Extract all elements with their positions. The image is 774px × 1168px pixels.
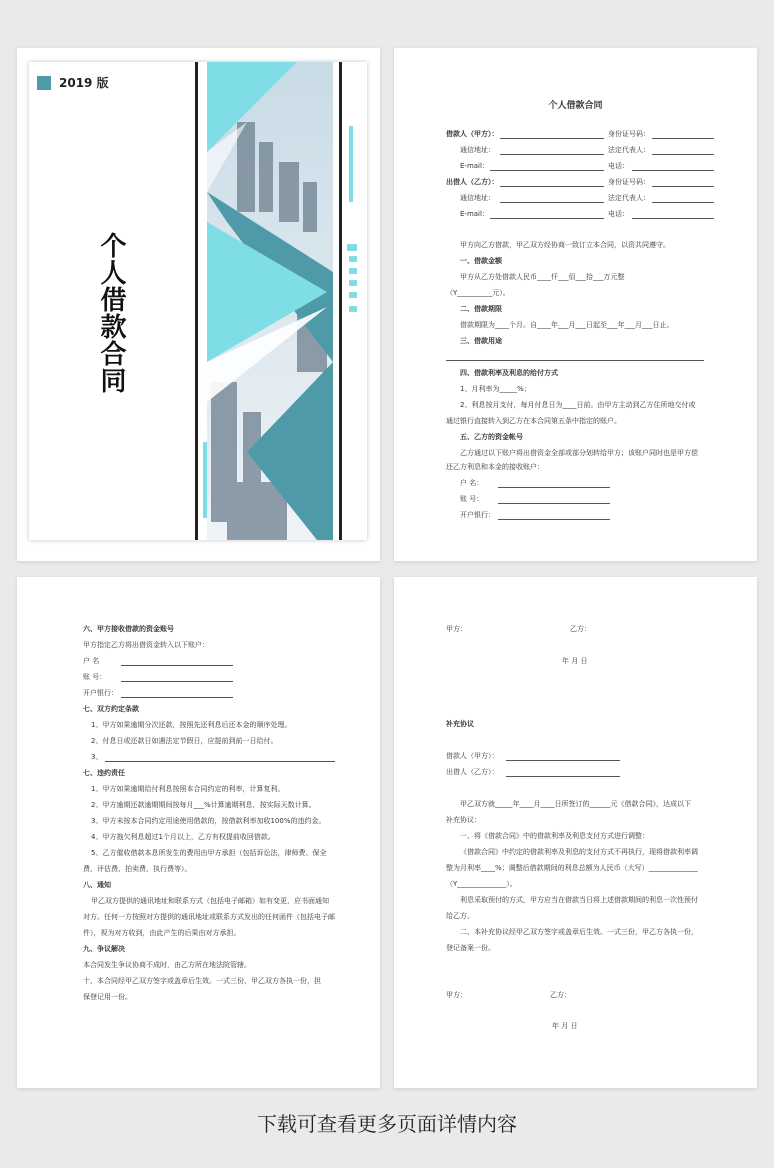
bank-label: 开户银行： [460,511,495,519]
body-text: 甲乙双方就_____年____月____日所签订的______元《借款合同》，达成以下 [460,800,691,808]
contract-page-2 [17,577,380,1088]
body-text: 4、甲方拖欠利息超过1个月以上，乙方有权提前收回借款。 [91,833,275,841]
body-text: 2、甲方逾期还款逾期期间按每月___%计算逾期利息，按实际天数计算。 [91,801,316,809]
section-title: 六、甲方接收借款的资金账号 [83,625,174,633]
blank-field [500,130,604,139]
blank-field [652,194,714,203]
phone-label: 电话： [608,162,629,170]
blank-field [498,479,610,488]
section-title: 一、借款金额 [460,257,502,265]
phone-label: 电话： [608,210,629,218]
body-text: 补充协议： [446,816,481,824]
body-text: 费、评估费、拍卖费、执行费等）。 [83,865,192,873]
signature-party-a: 甲方： [446,991,467,999]
body-text: 1、甲方如果逾期给付利息按照本合同约定的利率，计算复利。 [91,785,285,793]
cover-card [29,62,367,540]
body-text: （Y__________元）。 [446,289,510,297]
body-text: 《借款合同》中约定的借款利率及利息的支付方式不再执行，现将借款利率调 [460,848,698,856]
blank-field [121,673,233,682]
intro-text: 甲方向乙方借款，甲乙双方经协商一致订立本合同，以资共同遵守。 [460,241,670,249]
contract-page-1 [394,48,757,561]
lender-label: 出借人（乙方）： [446,768,499,776]
blank-line [105,761,335,762]
blank-field [500,146,604,155]
blank-field [506,752,620,761]
party-a-label: 甲方： [446,625,467,633]
blank-field [506,768,620,777]
section-title: 五、乙方的资金帐号 [460,433,523,441]
blank-field [490,210,604,219]
id-label: 身份证号码： [608,130,650,138]
body-text: 3、 [91,753,103,761]
body-text: 本合同发生争议协商不成时，由乙方所在地法院管辖。 [83,961,251,969]
cover-title: 个人借款合同 [96,232,126,394]
lender-label: 出借人（乙方）： [446,178,499,186]
supplement-title: 补充协议 [446,720,474,728]
section-title: 四、借款利率及利息的给付方式 [460,369,558,377]
body-text: （Y______________）。 [446,880,517,888]
address-label: 通信地址： [460,146,495,154]
account-name-label: 户 名 [83,657,100,665]
body-text: 甲方指定乙方将出借资金转入以下账户： [83,641,209,649]
legal-rep-label: 法定代表人： [608,194,650,202]
year-square-icon [37,76,51,90]
party-b-label: 乙方： [570,625,591,633]
bank-label: 开户银行： [83,689,118,697]
body-text: 5、乙方催收借款本息所发生的费用由甲方承担（包括诉讼法，律师费、保全 [91,849,327,857]
body-text: 通过银行直接转入到乙方在本合同第五条中指定的账户。 [446,417,621,425]
signature-party-b: 乙方： [550,991,571,999]
side-dash-icon [347,244,357,318]
blank-field [500,194,604,203]
blank-field [632,210,714,219]
blank-field [121,657,233,666]
body-text: 一、将《借款合同》中的借款利率及利息支付方式进行调整： [460,832,649,840]
account-no-label: 账 号： [460,495,484,503]
blank-field [500,178,604,187]
contract-heading: 个人借款合同 [548,101,603,111]
body-text: 2、付息日或还款日如遇法定节假日，应提前到前一日给付。 [91,737,278,745]
blank-field [490,162,604,171]
body-text: 二、本补充协议经甲乙双方签字或盖章后生效。一式三份，甲乙方各执一份， [460,928,698,936]
legal-rep-label: 法定代表人： [608,146,650,154]
account-name-label: 户 名： [460,479,484,487]
address-label: 通信地址： [460,194,495,202]
blank-field [632,162,714,171]
body-text: 十、本合同经甲乙双方签字或盖章后生效。一式三份，甲乙双方各执一份，担 [83,977,321,985]
body-text: 还乙方利息和本金的接收账户： [446,463,544,471]
section-title: 七、违约责任 [83,769,125,777]
borrower-label: 借款人（甲方）： [446,752,499,760]
section-title: 七、双方约定条款 [83,705,139,713]
body-text: 对方。任何一方按照对方提供的通讯地址或联系方式发出的任何函件（包括电子邮 [83,913,335,921]
body-text: 利息采取预付的方式，甲方应当在借款当日将上述借款期间的利息一次性预付 [460,896,698,904]
section-title: 二、借款期限 [460,305,502,313]
date-label: 年 月 日 [562,657,588,665]
body-text: 件），视为对方收到，由此产生的后果由对方承担。 [83,929,241,937]
body-text: 给乙方。 [446,912,474,920]
body-text: 1、甲方如果逾期分次还款，按照先还利息后还本金的顺序处理。 [91,721,292,729]
section-title: 九、争议解决 [83,945,125,953]
blank-field [652,178,714,187]
id-label: 身份证号码： [608,178,650,186]
body-text: 3、甲方未按本合同约定用途使用借款的，按借款利率加收100%的违约金。 [91,817,326,825]
email-label: E-mail： [460,162,489,170]
blank-field [121,689,233,698]
borrower-label: 借款人（甲方）： [446,130,499,138]
body-text: 2、利息按月支付，每月付息日为____日前。由甲方主动到乙方住所地交付或 [460,401,696,409]
cover-graphic [207,62,333,540]
blank-field [498,511,610,520]
year-label: 2019 版 [59,76,109,90]
body-text: 甲方从乙方处借款人民币____仟___佰___拾___万元整 [460,273,625,281]
body-text: 1、月利率为_____%； [460,385,531,393]
blank-field [652,130,714,139]
body-text: 甲乙双方提供的通讯地址和联系方式（包括电子邮箱）如有变更，应书面通知 [91,897,329,905]
signature-date: 年 月 日 [552,1022,578,1030]
section-title: 八、通知 [83,881,111,889]
body-text: 登记备案一份。 [446,944,495,952]
account-no-label: 账 号： [83,673,107,681]
blank-line [446,360,704,361]
blank-field [652,146,714,155]
supplement-page [394,577,757,1088]
body-text: 借款期限为____个月。自____年___月___日起至___年___月___日止。 [460,321,674,329]
divider-line [195,62,198,540]
body-text: 保登记用一份。 [83,993,132,1001]
cover-page [17,48,380,561]
blank-field [498,495,610,504]
body-text: 乙方通过以下账户将出借资金全部或部分划转给甲方；该账户同时也是甲方偿 [460,449,698,457]
accent-bar [203,442,207,518]
download-hint: 下载可查看更多页面详情内容 [257,1112,517,1136]
body-text: 整为月利率____%；调整后借款期间的利息总额为人民币（大写）______________ [446,864,698,872]
email-label: E-mail： [460,210,489,218]
divider-line [339,62,342,540]
accent-bar [349,126,353,202]
section-title: 三、借款用途 [460,337,502,345]
